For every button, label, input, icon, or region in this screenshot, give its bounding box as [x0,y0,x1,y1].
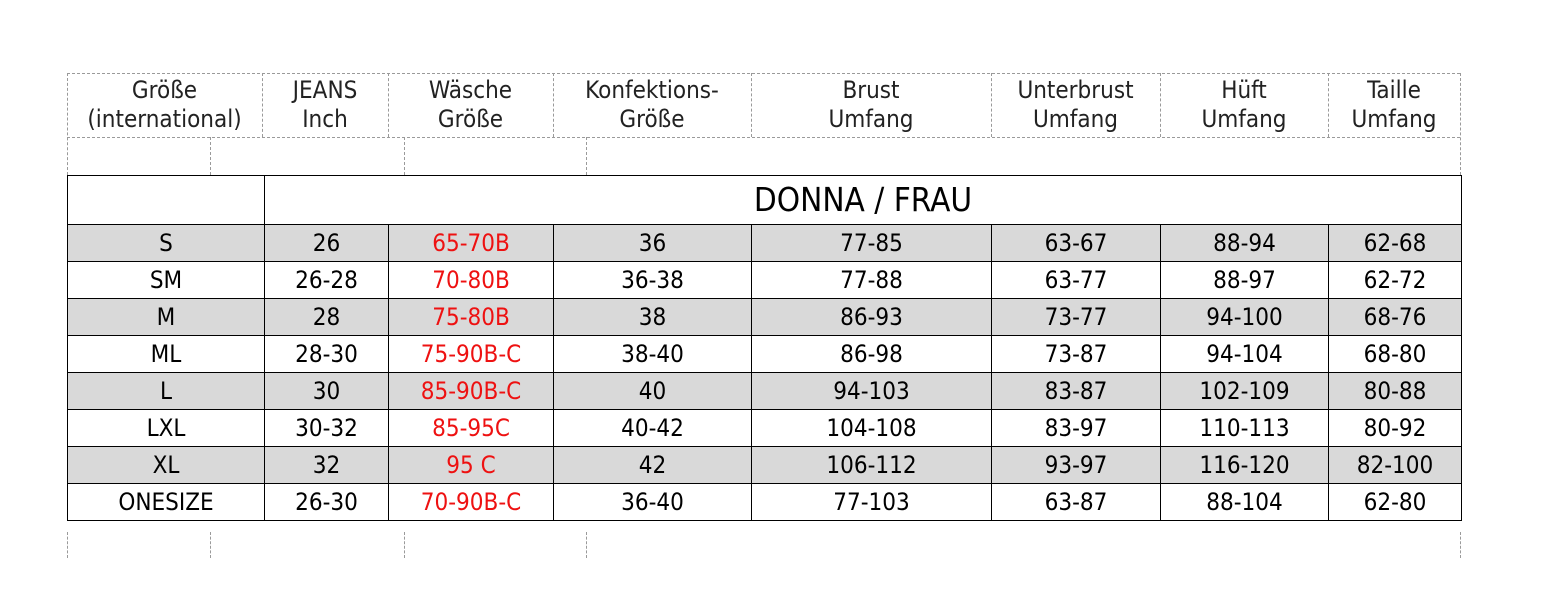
gridline [210,532,211,558]
konfektions-groesse: 40-42 [554,410,752,447]
konfektions-groesse: 36-38 [554,262,752,299]
brust-umfang: 77-88 [752,262,992,299]
konfektions-groesse: 36-40 [554,484,752,521]
gridline [67,137,1460,138]
table-row [68,262,1462,299]
brust-umfang: 104-108 [752,410,992,447]
size-chart-header [67,73,1460,137]
jeans-inch: 28-30 [265,336,389,373]
waesche-groesse: 75-90B-C [389,336,554,373]
gridline [67,532,68,558]
gridline [586,137,587,175]
unterbrust-umfang: 63-77 [992,262,1161,299]
hueft-umfang: 116-120 [1161,447,1329,484]
jeans-inch: 26-30 [265,484,389,521]
taille-umfang: 62-68 [1329,225,1462,262]
unterbrust-umfang: 63-67 [992,225,1161,262]
table-row [68,225,1462,262]
konfektions-groesse: 38-40 [554,336,752,373]
header-hueft-umfang: Hüft Umfang [1201,76,1287,133]
table-row [68,336,1462,373]
table-row [68,373,1462,410]
jeans-inch: 30 [265,373,389,410]
size-label: S [68,225,265,262]
hueft-umfang: 94-104 [1161,336,1329,373]
unterbrust-umfang: 73-87 [992,336,1161,373]
taille-umfang: 80-92 [1329,410,1462,447]
header-unterbrust-umfang: Unterbrust Umfang [1017,76,1134,133]
taille-umfang: 68-76 [1329,299,1462,336]
taille-umfang: 62-72 [1329,262,1462,299]
empty-cell [68,176,265,225]
hueft-umfang: 88-94 [1161,225,1329,262]
waesche-groesse: 95 C [389,447,554,484]
jeans-inch: 32 [265,447,389,484]
konfektions-groesse: 36 [554,225,752,262]
brust-umfang: 86-98 [752,336,992,373]
table-row [68,299,1462,336]
size-label: ONESIZE [68,484,265,521]
unterbrust-umfang: 63-87 [992,484,1161,521]
header-brust-umfang: Brust Umfang [828,76,914,133]
size-label: ML [68,336,265,373]
brust-umfang: 94-103 [752,373,992,410]
taille-umfang: 62-80 [1329,484,1462,521]
waesche-groesse: 70-90B-C [389,484,554,521]
size-label: L [68,373,265,410]
table-row [68,447,1462,484]
brust-umfang: 106-112 [752,447,992,484]
header-konfektions-groesse: Konfektions- Größe [585,76,719,133]
hueft-umfang: 94-100 [1161,299,1329,336]
jeans-inch: 26 [265,225,389,262]
size-label: LXL [68,410,265,447]
waesche-groesse: 75-80B [389,299,554,336]
gridline [404,532,405,558]
brust-umfang: 86-93 [752,299,992,336]
konfektions-groesse: 38 [554,299,752,336]
hueft-umfang: 110-113 [1161,410,1329,447]
section-title-row [68,176,1462,225]
taille-umfang: 82-100 [1329,447,1462,484]
size-label: SM [68,262,265,299]
header-jeans-inch: JEANS Inch [292,76,358,133]
size-label: XL [68,447,265,484]
table-row [68,484,1462,521]
jeans-inch: 28 [265,299,389,336]
taille-umfang: 80-88 [1329,373,1462,410]
gridline [1460,73,1461,175]
gridline [404,137,405,175]
hueft-umfang: 102-109 [1161,373,1329,410]
header-taille-umfang: Taille Umfang [1351,76,1437,133]
waesche-groesse: 65-70B [389,225,554,262]
unterbrust-umfang: 93-97 [992,447,1161,484]
brust-umfang: 77-103 [752,484,992,521]
hueft-umfang: 88-104 [1161,484,1329,521]
unterbrust-umfang: 83-97 [992,410,1161,447]
unterbrust-umfang: 83-87 [992,373,1161,410]
konfektions-groesse: 42 [554,447,752,484]
unterbrust-umfang: 73-77 [992,299,1161,336]
waesche-groesse: 70-80B [389,262,554,299]
gridline [1460,532,1461,558]
gridline [210,137,211,175]
konfektions-groesse: 40 [554,373,752,410]
hueft-umfang: 88-97 [1161,262,1329,299]
jeans-inch: 26-28 [265,262,389,299]
table-row [68,410,1462,447]
waesche-groesse: 85-95C [389,410,554,447]
brust-umfang: 77-85 [752,225,992,262]
header-size-international: Größe (international) [87,76,242,133]
section-title: DONNA / FRAU [265,176,1462,225]
header-waesche-groesse: Wäsche Größe [428,76,513,133]
gridline [586,532,587,558]
waesche-groesse: 85-90B-C [389,373,554,410]
taille-umfang: 68-80 [1329,336,1462,373]
size-chart-table [67,175,1462,521]
size-label: M [68,299,265,336]
jeans-inch: 30-32 [265,410,389,447]
